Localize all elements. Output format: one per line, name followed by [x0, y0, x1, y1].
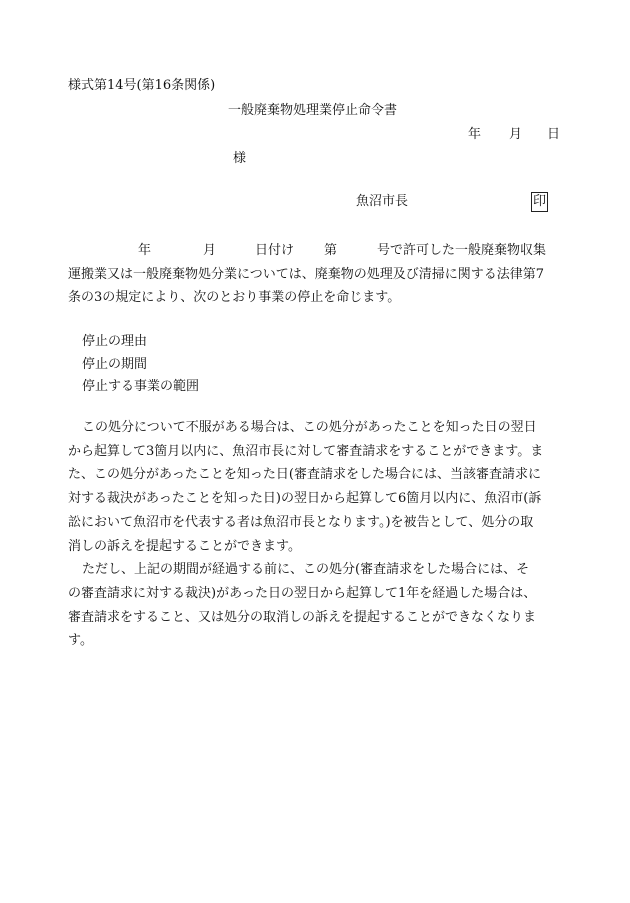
seal-mark: 印	[531, 192, 548, 212]
stop-items-list	[82, 331, 199, 399]
permit-number-suffix: 号で許可した一般廃棄物収集	[377, 243, 547, 258]
list-item: 停止する事業の範囲	[82, 379, 200, 394]
notice-row: の審査請求に対する裁決)があった日の翌日から起算して1年を経過した場合は、	[68, 585, 537, 601]
notice-row: 訟において魚沼市を代表する者は魚沼市長となります。)を被告として、処分の取	[68, 514, 534, 530]
notice-row: から起算して3箇月以内に、魚沼市長に対して審査請求をすることができます。ま	[68, 443, 544, 459]
permit-month-label: 月	[202, 243, 216, 258]
permit-day-label: 日付け	[254, 243, 294, 258]
notice-row: た、この処分があったことを知った日(審査請求をした場合には、当該審査請求に	[68, 467, 541, 483]
permit-number-prefix: 第	[323, 243, 337, 258]
list-item: 停止の理由	[82, 334, 148, 349]
notice-row: ただし、上記の期間が経過する前に、この処分(審査請求をした場合には、そ	[82, 562, 530, 578]
permit-year-label: 年	[137, 243, 151, 258]
order-row-1	[68, 239, 568, 263]
order-paragraph	[68, 239, 568, 310]
issuer-name: 魚沼市長	[356, 194, 409, 209]
document-title: 一般廃棄物処理業停止命令書	[228, 103, 398, 118]
date-year-label: 年	[468, 127, 482, 142]
appeal-notice	[68, 416, 568, 653]
order-row-3: 条の3の規定により、次のとおり事業の停止を命じます。	[68, 290, 401, 305]
notice-row: この処分について不服がある場合は、この処分があったことを知った日の翌日	[82, 420, 537, 435]
notice-row: 審査請求をすること、又は処分の取消しの訴えを提起することができなくなりま	[68, 609, 537, 625]
date-day-label: 日	[547, 127, 561, 142]
form-number: 様式第14号(第16条関係)	[68, 78, 216, 93]
notice-row: 対する裁決があったことを知った日)の翌日から起算して6箇月以内に、魚沼市(訴	[68, 491, 542, 507]
notice-row: す。	[68, 633, 93, 649]
addressee-suffix: 様	[233, 151, 247, 166]
notice-row: 消しの訴えを提起することができます。	[68, 538, 301, 554]
date-month-label: 月	[509, 127, 523, 142]
list-item: 停止の期間	[82, 356, 148, 372]
order-row-2: 運搬業又は一般廃棄物処分業については、廃棄物の処理及び清掃に関する法律第7	[68, 266, 545, 282]
